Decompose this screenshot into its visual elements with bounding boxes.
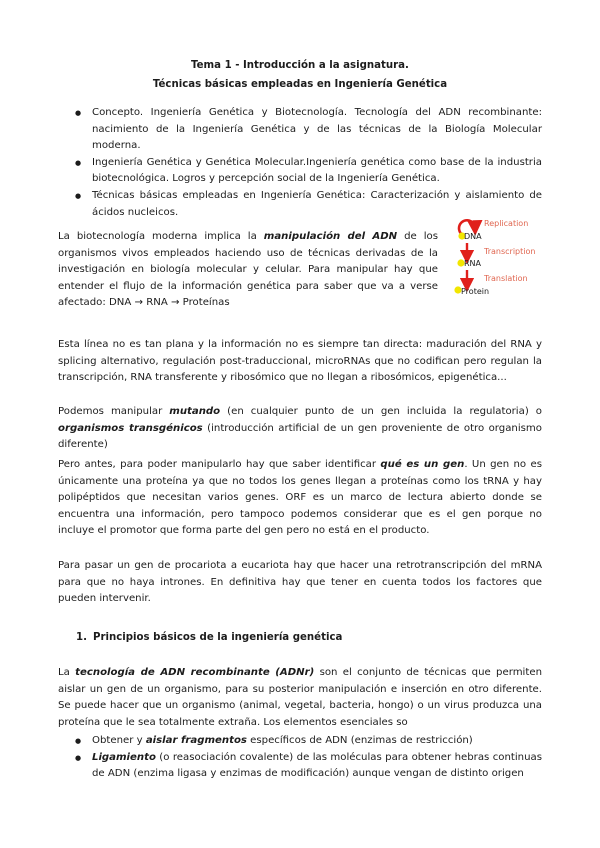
- list-item: ● Ingeniería Genética y Genética Molecular.Ingeniería genética como base de la industria biotecnológica. Logros y percepción social de la Ingeniería Genética.: [92, 155, 542, 188]
- central-dogma-diagram: [450, 214, 550, 304]
- section-title: Principios básicos de la ingeniería genética: [93, 632, 343, 643]
- transcription-label: Transcription: [484, 247, 536, 256]
- replication-label: Replication: [484, 219, 529, 228]
- document-title: [0, 56, 600, 94]
- list-item: ● Técnicas básicas empleadas en Ingeniería Genética: Caracterización y aislamiento de ácidos nucleicos.: [92, 188, 542, 221]
- emphasis-mutando: mutando: [169, 406, 221, 417]
- list-item: ● Obtener y aislar fragmentos específicos de ADN (enzimas de restricción): [92, 733, 542, 750]
- paragraph-procariota: Para pasar un gen de procariota a eucariota hay que hacer una retrotranscripción del mRNA para que no haya intrones. En definitiva hay que tener en cuenta todos los factores que pueden intervenir.: [58, 560, 542, 605]
- list-item: ● Ligamiento (o reasociación covalente) de las moléculas para obtener hebras continuas de ADN (enzima ligasa y enzimas de modificación) aunque vengan de distinto origen: [92, 750, 542, 783]
- title-line-1: Tema 1 - Introducción a la asignatura.: [191, 60, 409, 71]
- emphasis-transgenicos: organismos transgénicos: [58, 422, 203, 434]
- rna-label: RNA: [464, 259, 482, 268]
- emphasis-que-es-gen: qué es un gen: [380, 459, 465, 470]
- paragraph-que-es-gen: Pero antes, para poder manipularlo hay que saber identificar qué es un gen. Un gen no es únicamente una proteína ya que no todos los genes llegan a proteínas como los tRNA y hay polipéptidos que necesitan varios genes. ORF es un marco de lectura abierto donde se encuentra una información, pero tampoco podemos considerar que es el gen porque no incluye el promotor que forma parte del gen pero no está en el producto.: [58, 459, 542, 537]
- section-heading-1: [76, 630, 342, 647]
- emphasis-adnr: tecnología de ADN recombinante (ADNr): [75, 667, 315, 678]
- paragraph-manipular: Podemos manipular mutando (en cualquier punto de un gen incluida la regulatoria) o organismos transgénicos (introducción artificial de un gen proveniente de otro organismo diferente): [58, 406, 542, 451]
- paragraph-rna-complexity: Esta línea no es tan plana y la información no es siempre tan directa: maduración del RNA y splicing alternativo, regulación post-traduccional, microRNAs que no codifican pero regulan la transcripción, RNA transferente y ribosómico que no llegan a ribosómicos, epigenética...: [58, 339, 542, 384]
- paragraph-biotech: La biotecnología moderna implica la manipulación del ADN de los organismos vivos empleados haciendo uso de técnicas derivadas de la investigación en biología molecular y celular. Para manipular hay que entender el flujo de la información genética para saber que va a verse afectado: DNA → RNA → Proteínas: [58, 231, 438, 309]
- section-number: 1.: [76, 632, 87, 643]
- dna-label: DNA: [464, 232, 482, 241]
- emphasis-aislar: aislar fragmentos: [145, 735, 247, 746]
- emphasis-ligamiento: Ligamiento: [92, 751, 156, 763]
- protein-label: Protein: [461, 287, 490, 296]
- elements-bullet-list: [58, 733, 542, 783]
- title-line-2: Técnicas básicas empleadas en Ingeniería Genética: [152, 79, 448, 90]
- paragraph-adnr: La tecnología de ADN recombinante (ADNr) son el conjunto de técnicas que permiten aislar un gen de un organismo, para su posterior manipulación e inserción en otro diferente. Se puede hacer que un organismo (animal, vegetal, bacteria, hongo) o un virus produzca una proteína que le sea totalmente extraña. Los elementos esenciales so: [58, 667, 542, 728]
- emphasis-manipulacion: manipulación del ADN: [263, 231, 398, 242]
- intro-bullet-list: [58, 105, 542, 221]
- translation-label: Translation: [484, 274, 528, 283]
- list-item: ● Concepto. Ingeniería Genética y Biotecnología. Tecnología del ADN recombinante: nacimiento de la Ingeniería Genética y de las técnicas de la Biología Molecular moderna.: [92, 105, 542, 155]
